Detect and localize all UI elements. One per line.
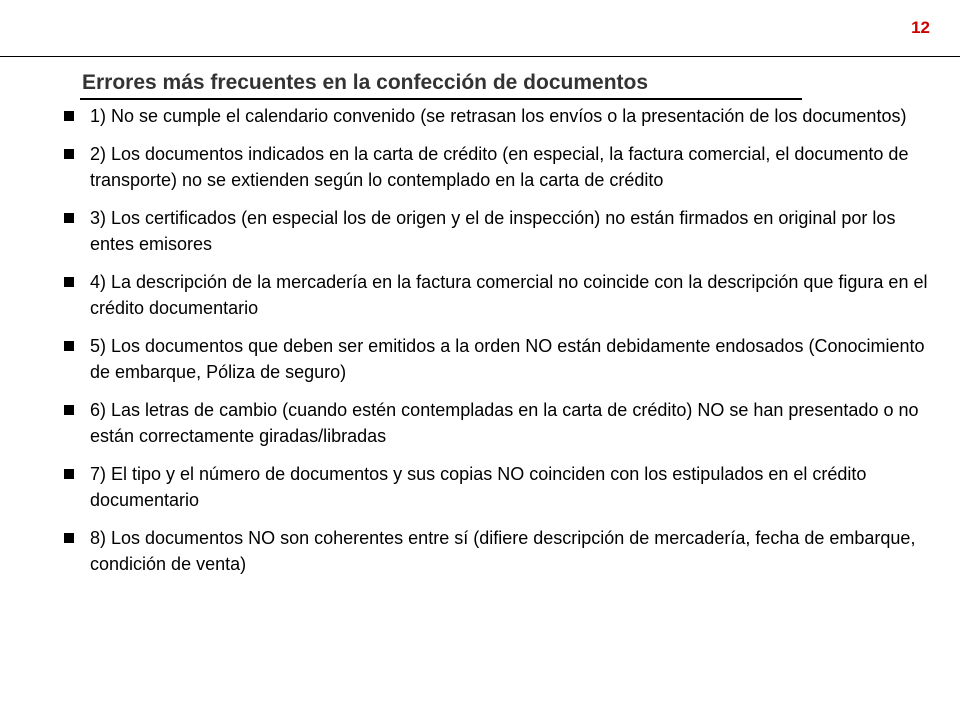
- square-bullet-icon: [64, 533, 74, 543]
- bullet-item-2: [62, 141, 942, 193]
- page-number: 12: [911, 18, 930, 37]
- square-bullet-icon: [64, 111, 74, 121]
- bullet-text: 1) No se cumple el calendario convenido (se retrasan los envíos o la presentación de los documentos): [90, 106, 907, 126]
- square-bullet-icon: [64, 341, 74, 351]
- bullet-item-5: [62, 333, 942, 385]
- bullet-item-7: [62, 461, 942, 513]
- bullet-text: 5) Los documentos que deben ser emitidos a la orden NO están debidamente endosados (Conocimiento de embarque, Póliza de seguro): [90, 336, 925, 382]
- slide-title: Errores más frecuentes en la confección de documentos: [82, 71, 649, 94]
- bullet-text: 4) La descripción de la mercadería en la factura comercial no coincide con la descripción que figura en el crédito documentario: [90, 272, 928, 318]
- square-bullet-icon: [64, 469, 74, 479]
- bullet-text: 7) El tipo y el número de documentos y sus copias NO coinciden con los estipulados en el crédito documentario: [90, 464, 867, 510]
- square-bullet-icon: [64, 277, 74, 287]
- bullet-text: 3) Los certificados (en especial los de origen y el de inspección) no están firmados en original por los entes emisores: [90, 208, 896, 254]
- bullet-text: 2) Los documentos indicados en la carta de crédito (en especial, la factura comercial, el documento de transporte) no se extienden según lo contemplado en la carta de crédito: [90, 144, 909, 190]
- bullet-item-8: [62, 525, 942, 577]
- bullet-item-6: [62, 397, 942, 449]
- header-divider: [0, 56, 960, 57]
- bullet-text: 6) Las letras de cambio (cuando estén contempladas en la carta de crédito) NO se han presentado o no están correctamente giradas/libradas: [90, 400, 919, 446]
- bullet-text: 8) Los documentos NO son coherentes entre sí (difiere descripción de mercadería, fecha de embarque, condición de venta): [90, 528, 916, 574]
- bullet-item-3: [62, 205, 942, 257]
- bullet-item-1: [62, 103, 942, 129]
- square-bullet-icon: [64, 405, 74, 415]
- bullet-item-4: [62, 269, 942, 321]
- square-bullet-icon: [64, 213, 74, 223]
- bullet-list: [62, 103, 942, 589]
- square-bullet-icon: [64, 149, 74, 159]
- title-underline: [80, 98, 802, 100]
